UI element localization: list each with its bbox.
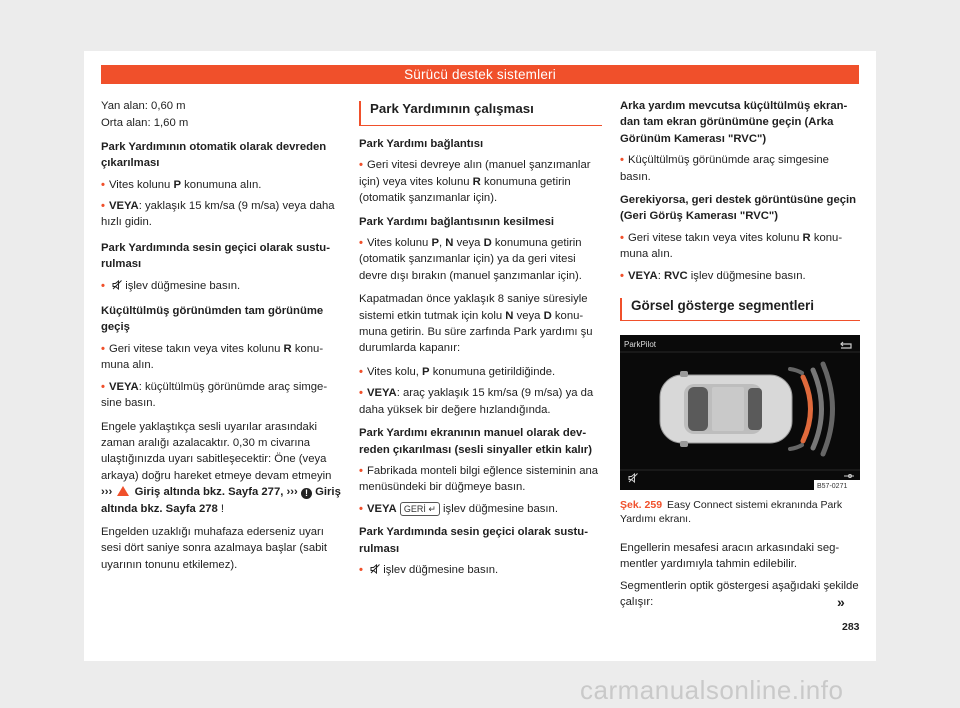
park-assist-screen (620, 335, 860, 490)
center-range: Orta alan: 1,60 m (101, 117, 189, 130)
figure-code: B57-0271 (817, 483, 848, 491)
obstacle-paragraph: Engele yaklaştıkça sesli uyarılar arasındaki zaman aralığı azalacaktır. 0,30 m civarına ulaştığınızda uyarı sabitleşecektir: Öne (veya arkaya) doğru hareket etmeye devam etmeyin ››› Giriş altında bkz. Sayfa 277, ››› ! Giriş altında bkz. Sayfa 278 ! (101, 420, 341, 515)
info-icon: ! (301, 488, 312, 499)
car-top-view-icon[interactable] (660, 371, 792, 447)
back-button-symbol: GERİ ↵ (400, 502, 440, 516)
list-item: • Geri vitesi devreye alın (manuel şanzımanlar için) veya vites kolunu R konumuna getirin (otomatik şanzımanlar için). (359, 157, 602, 206)
heading-auto-off: Park Yardımının otomatik olarak devreden çıkarılması (101, 140, 327, 170)
list-item: • VEYA: araç yaklaşık 15 km/sa (9 m/sa) ya da daha yüksek bir değere hızlandığında. (359, 385, 602, 418)
heading-manual-off: Park Yardımı ekranının manuel olarak devreden çıkarılması (sesli sinyaller etkin kalır) (359, 427, 592, 456)
list-item: • Küçültülmüş görünümde araç simgesine basın. (620, 152, 860, 185)
list-item: • Vites kolunu P konumuna alın. (101, 177, 344, 193)
list-item: • Geri vitese takın veya vites kolunu R konumuna alın. (101, 341, 344, 374)
list-item: • işlev düğmesine basın. (359, 562, 602, 578)
figure-caption: Şek. 259 Easy Connect sistemi ekranında Park Yardımı ekranı. (620, 499, 843, 526)
column-middle (359, 98, 602, 583)
heading-disconnect: Park Yardımı bağlantısının kesilmesi (359, 215, 555, 228)
timeout-paragraph: Kapatmadan önce yaklaşık 8 saniye süresiyle sistemi etkin tutmak için kolu N veya D konumuna getirin. Bu süre zarfında Park yardımı şu durumlarda kapanır: (359, 293, 593, 355)
warning-icon (117, 486, 129, 496)
list-item: • Vites kolunu P, N veya D konumuna getirin (otomatik şanzımanlar için) ya da geri vitesi devre dışı bırakın (manuel şanzımanlar için). (359, 235, 602, 284)
segments-paragraph-1: Engellerin mesafesi aracın arkasındaki segmentler yardımıyla tahmin edilebilir. (620, 542, 840, 571)
heading-mute: Park Yardımında sesin geçici olarak susturulması (101, 241, 330, 271)
heading-full-view: Küçültülmüş görünümden tam görünüme geçiş (101, 305, 324, 334)
continue-marker: » (837, 594, 845, 610)
page-number: 283 (842, 621, 860, 633)
column-right (620, 98, 860, 616)
list-item: • VEYA: RVC işlev düğmesine basın. (620, 268, 860, 284)
mute-icon (370, 564, 380, 574)
heading-mute: Park Yardımında sesin geçici olarak susturulması (359, 526, 588, 555)
list-item: • Fabrikada monteli bilgi eğlence sisteminin ana menüsündeki bir düğmeye basın. (359, 463, 602, 496)
chapter-header: Sürücü destek sistemleri (101, 65, 859, 84)
section-title-operation: Park Yardımının çalışması (359, 101, 602, 126)
mute-icon (112, 280, 122, 290)
segments-paragraph-2: Segmentlerin optik göstergesi aşağıdaki şekilde çalışır: (620, 579, 859, 609)
list-item: • işlev düğmesine basın. (101, 278, 344, 294)
park-assist-screen-figure (620, 335, 860, 490)
section-title-segments: Görsel gösterge segmentleri (620, 298, 860, 321)
list-item: • VEYA: küçültülmüş görünümde araç simgesine basın. (101, 379, 344, 412)
column-left (101, 98, 344, 578)
list-item: • Geri vitese takın veya vites kolunu R konumuna alın. (620, 230, 860, 263)
list-item: • VEYA: yaklaşık 15 km/sa (9 m/sa) veya daha hızlı gidin. (101, 198, 344, 231)
heading-rvc: Gerekiyorsa, geri destek görüntüsüne geçin (Geri Görüş Kamerası "RVC") (620, 194, 857, 223)
watermark: carmanualsonline.info (580, 675, 844, 705)
heading-connect: Park Yardımı bağlantısı (359, 138, 484, 150)
list-item: • VEYA GERİ ↵ işlev düğmesine basın. (359, 501, 602, 517)
list-item: • Vites kolu, P konumuna getirildiğinde. (359, 364, 602, 380)
heading-min-view: Arka yardım mevcutsa küçültülmüş ekrandan tam ekran görünümüne geçin (Arka Görünüm Kamerası "RVC") (620, 100, 848, 145)
side-range: Yan alan: 0,60 m (101, 100, 186, 112)
far-paragraph: Engelden uzaklığı muhafaza ederseniz uyarı sesi dört saniye sonra azalmaya başlar (sabit uyarının tonunu etkilemez). (101, 525, 328, 571)
screen-title: ParkPilot (624, 340, 657, 350)
